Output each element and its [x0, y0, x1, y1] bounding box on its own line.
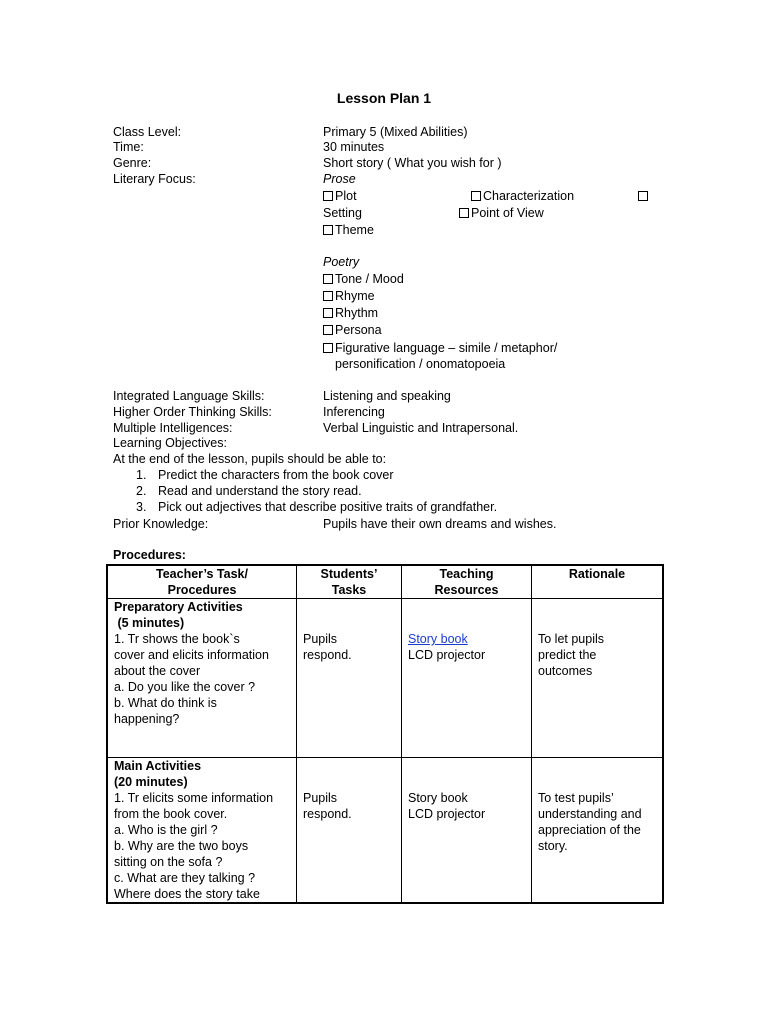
prose-point-of-view: [459, 205, 544, 221]
checkbox-icon: [323, 225, 333, 235]
poetry-item: [323, 271, 404, 287]
poetry-item-label: Rhyme: [335, 289, 375, 303]
poetry-item-label: Persona: [335, 323, 382, 337]
prose-characterization-label: Characterization: [483, 189, 575, 203]
poetry-figurative-label: Figurative language – simile / metaphor/: [335, 341, 558, 355]
section-duration: (5 minutes): [114, 616, 185, 630]
checkbox-icon: [323, 343, 333, 353]
checkbox-icon: [459, 208, 469, 218]
objective-item: [136, 499, 497, 515]
checkbox-icon: [323, 274, 333, 284]
students-task-cell: Pupils respond.: [297, 599, 402, 758]
prior-knowledge-label: Prior Knowledge:: [113, 517, 209, 531]
time-label: Time:: [113, 140, 144, 154]
section-duration: (20 minutes): [114, 775, 188, 789]
page-title: Lesson Plan 1: [336, 90, 432, 106]
literary-focus-label: Literary Focus:: [113, 172, 196, 186]
table-row: [107, 599, 663, 758]
checkbox-icon: [471, 191, 481, 201]
table-header-row: [107, 565, 663, 599]
class-level-label: Class Level:: [113, 125, 182, 139]
objectives-list: [136, 467, 497, 515]
mi-value: Verbal Linguistic and Intrapersonal.: [323, 421, 519, 435]
checkbox-icon: [323, 325, 333, 335]
time-value: 30 minutes: [323, 140, 385, 154]
objective-text: Predict the characters from the book cover: [158, 468, 394, 482]
header-teacher-task: Teacher’s Task/ Procedures: [107, 565, 297, 599]
genre-label: Genre:: [113, 156, 152, 170]
prose-setting-label: Setting: [323, 206, 362, 220]
poetry-heading: Poetry: [323, 255, 360, 269]
poetry-figurative-cont: personification / onomatopoeia: [335, 357, 506, 371]
objective-item: [136, 467, 497, 483]
poetry-figurative: [323, 340, 557, 356]
checkbox-icon: [323, 291, 333, 301]
objective-item: [136, 483, 497, 499]
genre-value: Short story ( What you wish for ): [323, 156, 502, 170]
rationale-cell: To let pupils predict the outcomes: [532, 599, 664, 758]
checkbox-icon: [323, 191, 333, 201]
learning-objectives-label: Learning Objectives:: [113, 436, 227, 450]
prose-theme: [323, 222, 374, 238]
procedures-table: [106, 564, 664, 904]
poetry-item: [323, 288, 375, 304]
rationale-cell: To test pupils’ understanding and appreciation of the story.: [532, 758, 664, 904]
objective-text: Pick out adjectives that describe positive traits of grandfather.: [158, 500, 498, 514]
header-students-tasks: Students’ Tasks: [297, 565, 402, 599]
objective-number: 3.: [136, 500, 147, 514]
poetry-item: [323, 305, 378, 321]
prose-point-of-view-label: Point of View: [471, 206, 544, 220]
prose-plot: [323, 188, 357, 204]
teacher-task-cell: Main Activities (20 minutes) 1. Tr elicits some information from the book cover. a. Who is the girl ? b. Why are the two boys sitting on the sofa ? c. What are they talking ? Where does the story take: [107, 758, 297, 904]
header-teaching-resources: Teaching Resources: [402, 565, 532, 599]
header-rationale: Rationale: [532, 565, 664, 599]
resources-cell: Story book LCD projector: [402, 599, 532, 758]
prior-knowledge-value: Pupils have their own dreams and wishes.: [323, 517, 557, 531]
objectives-intro: At the end of the lesson, pupils should be able to:: [113, 452, 387, 466]
prose-plot-label: Plot: [335, 189, 357, 203]
poetry-item-label: Rhythm: [335, 306, 379, 320]
mi-label: Multiple Intelligences:: [113, 421, 233, 435]
integrated-skills-value: Listening and speaking: [323, 389, 451, 403]
poetry-item-label: Tone / Mood: [335, 272, 404, 286]
resources-cell: Story book LCD projector: [402, 758, 532, 904]
table-row: [107, 758, 663, 904]
hots-label: Higher Order Thinking Skills:: [113, 405, 272, 419]
prose-theme-label: Theme: [335, 223, 374, 237]
section-heading: Main Activities: [114, 759, 202, 773]
hots-value: Inferencing: [323, 405, 385, 419]
integrated-skills-label: Integrated Language Skills:: [113, 389, 265, 403]
objective-number: 2.: [136, 484, 147, 498]
objective-text: Read and understand the story read.: [158, 484, 362, 498]
teacher-task-cell: Preparatory Activities (5 minutes) 1. Tr shows the book`s cover and elicits information about the cover a. Do you like the cover ? b. What do think is happening?: [107, 599, 297, 758]
story-book-link[interactable]: Story book: [408, 632, 468, 646]
checkbox-icon: [323, 308, 333, 318]
objective-number: 1.: [136, 468, 147, 482]
poetry-item: [323, 322, 382, 338]
procedures-title: Procedures:: [113, 548, 186, 562]
checkbox-icon: [638, 191, 648, 201]
prose-setting-checkbox: [638, 188, 650, 204]
prose-heading: Prose: [323, 172, 356, 186]
prose-characterization: [471, 188, 574, 204]
class-level-value: Primary 5 (Mixed Abilities): [323, 125, 468, 139]
students-task-cell: Pupils respond.: [297, 758, 402, 904]
section-heading: Preparatory Activities: [114, 600, 243, 614]
